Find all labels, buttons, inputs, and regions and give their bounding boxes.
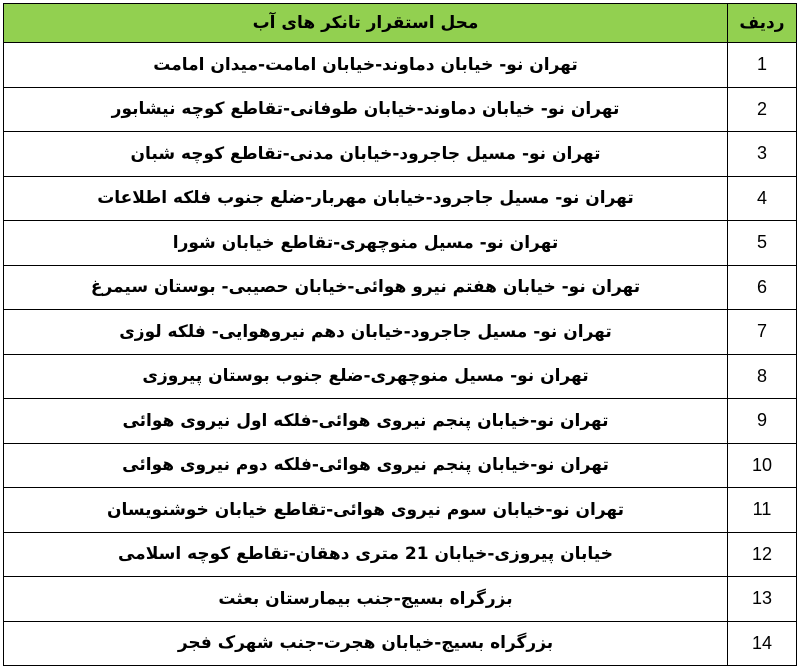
location-cell: بزرگراه بسیج-جنب بیمارستان بعثت (4, 577, 728, 622)
table-row (4, 488, 797, 533)
water-tanker-locations-table (3, 3, 797, 666)
location-cell: تهران نو- مسیل منوچهری-تقاطع خیابان شورا (4, 221, 728, 266)
table-row (4, 87, 797, 132)
table-row (4, 132, 797, 177)
location-cell: تهران نو- خیابان دماوند-خیابان طوفانی-تقاطع کوچه نیشابور (4, 87, 728, 132)
location-cell: تهران نو-خیابان سوم نیروی هوائی-تقاطع خیابان خوشنویسان (4, 488, 728, 533)
row-number-cell: 3 (728, 132, 797, 177)
row-number-cell: 14 (728, 621, 797, 666)
table-row (4, 43, 797, 88)
table-row (4, 310, 797, 355)
row-number-cell: 7 (728, 310, 797, 355)
row-number-cell: 8 (728, 354, 797, 399)
location-cell: تهران نو-خیابان پنجم نیروی هوائی-فلکه دوم نیروی هوائی (4, 443, 728, 488)
row-number-cell: 6 (728, 265, 797, 310)
table-row (4, 221, 797, 266)
row-number-cell: 11 (728, 488, 797, 533)
location-cell: تهران نو- مسیل جاجرود-خیابان مدنی-تقاطع کوچه شبان (4, 132, 728, 177)
location-cell: تهران نو- خیابان هفتم نیرو هوائی-خیابان حصیبی- بوستان سیمرغ (4, 265, 728, 310)
location-cell: تهران نو- مسیل جاجرود-خیابان مهربار-ضلع جنوب فلکه اطلاعات (4, 176, 728, 221)
table-row (4, 532, 797, 577)
row-number-cell: 12 (728, 532, 797, 577)
table-row (4, 399, 797, 444)
water-tanker-locations-sheet (4, 3, 797, 666)
location-cell: تهران نو- خیابان دماوند-خیابان امامت-میدان امامت (4, 43, 728, 88)
row-number-cell: 2 (728, 87, 797, 132)
header-location: محل استقرار تانکر های آب (4, 4, 728, 43)
row-number-cell: 1 (728, 43, 797, 88)
row-number-cell: 10 (728, 443, 797, 488)
table-header (4, 4, 797, 43)
row-number-cell: 9 (728, 399, 797, 444)
location-cell: بزرگراه بسیج-خیابان هجرت-جنب شهرک فجر (4, 621, 728, 666)
table-body (4, 43, 797, 666)
header-row-number: ردیف (728, 4, 797, 43)
location-cell: خیابان پیروزی-خیابان 21 متری دهقان-تقاطع کوچه اسلامی (4, 532, 728, 577)
table-row (4, 265, 797, 310)
header-row (4, 4, 797, 43)
table-row (4, 354, 797, 399)
table-row (4, 443, 797, 488)
table-row (4, 176, 797, 221)
row-number-cell: 4 (728, 176, 797, 221)
location-cell: تهران نو- مسیل جاجرود-خیابان دهم نیروهوایی- فلکه لوزی (4, 310, 728, 355)
table-row (4, 577, 797, 622)
row-number-cell: 5 (728, 221, 797, 266)
location-cell: تهران نو- مسیل منوچهری-ضلع جنوب بوستان پیروزی (4, 354, 728, 399)
location-cell: تهران نو-خیابان پنجم نیروی هوائی-فلکه اول نیروی هوائی (4, 399, 728, 444)
row-number-cell: 13 (728, 577, 797, 622)
